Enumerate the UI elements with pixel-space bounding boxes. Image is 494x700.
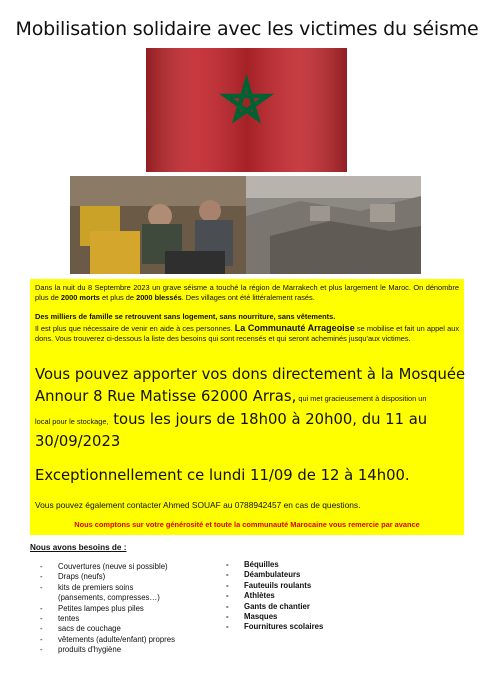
intro-paragraph-1: Dans la nuit du 8 Septembre 2023 un grave séisme a touché la région de Marrakech et plus largement le Maroc. On dénombre plus de 2000 morts et plus de 2000 blessés. Des villages ont été littéralement rasés.: [35, 283, 459, 303]
thanks-message: Nous comptons sur votre générosité et toute la communauté Marocaine vous remercie par avance: [74, 520, 420, 529]
list-item: - Masques: [226, 612, 278, 622]
intro-paragraph-3: Il est plus que nécessaire de venir en aide à ces personnes. La Communauté Arrageoise se mobilise et fait un appel aux dons. Vous trouverez ci-dessous la liste des besoins qui sont recensés et qui seront acheminés jusqu'aux victimes.: [35, 323, 460, 344]
list-item: - produits d'hygiène: [40, 645, 122, 655]
list-item: - Athlètes: [226, 591, 275, 601]
list-item: - Couvertures (neuve si possible): [40, 562, 168, 571]
list-item: - Gants de chantier: [226, 601, 310, 611]
donation-dates: 30/09/2023: [35, 433, 121, 450]
list-item: - Béquilles: [226, 560, 279, 569]
needs-heading: Nous avons besoins de :: [30, 543, 127, 552]
exception-notice: Exceptionnellement ce lundi 11/09 de 12 à 14h00.: [35, 467, 410, 484]
list-item: - Déambulateurs: [226, 570, 301, 580]
needs-list-right: [226, 560, 426, 633]
donation-line-2: Annour 8 Rue Matisse 62000 Arras, qui met gracieusement à disposition un: [35, 388, 427, 405]
list-item: - Fauteuils roulants: [226, 580, 312, 590]
list-item: - vêtements (adulte/enfant) propres: [40, 634, 176, 644]
needs-list-left: [40, 562, 230, 656]
moroccan-flag-image: [146, 48, 347, 172]
list-item: - Petites lampes plus piles: [40, 603, 144, 613]
list-item-continuation: (pansements, compresses…): [58, 593, 160, 603]
list-item: - Fournitures scolaires: [226, 622, 324, 632]
contact-info: Vous pouvez également contacter Ahmed SOUAF au 0788942457 en cas de questions.: [35, 500, 361, 510]
page-title: Mobilisation solidaire avec les victimes du séisme: [15, 18, 479, 40]
earthquake-photo-collage: [70, 176, 421, 274]
intro-paragraph-2: Des milliers de famille se retrouvent sans logement, sans nourriture, sans vêtements.: [35, 312, 336, 321]
list-item: - kits de premiers soins: [40, 582, 134, 592]
donation-line-1: Vous pouvez apporter vos dons directement à la Mosquée: [35, 366, 466, 383]
donation-line-3: local pour le stockage, tous les jours de 18h00 à 20h00, du 11 au: [35, 411, 428, 428]
list-item: - Draps (neufs): [40, 572, 106, 582]
list-item: - tentes: [40, 614, 80, 624]
list-item: - sacs de couchage: [40, 624, 121, 634]
